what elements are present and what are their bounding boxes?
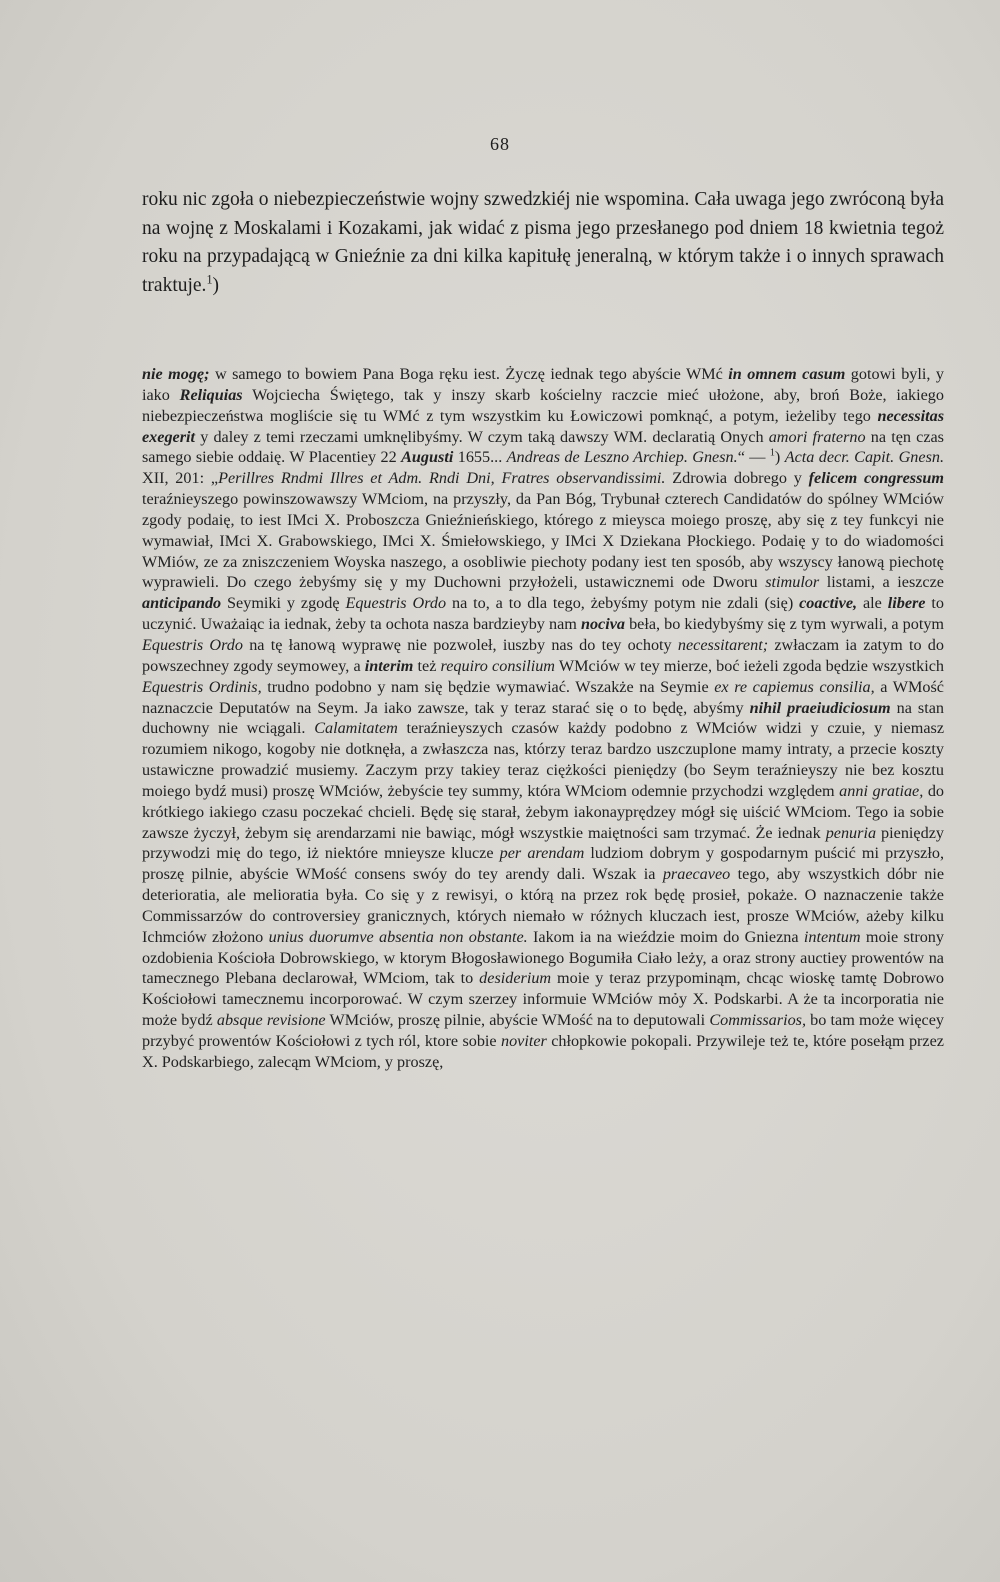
footnote-run: XII, 201: „: [142, 469, 219, 488]
footnote-run: stimulor: [765, 573, 820, 592]
footnote-text: [142, 364, 944, 1073]
footnote-run: Reliquias: [179, 385, 243, 404]
footnote-run: w samego to bowiem Pana Boga ręku iest. Życzę iednak tego abyście WMć: [209, 365, 729, 383]
body-text: [142, 186, 944, 300]
footnote-run: libere: [887, 594, 926, 613]
footnote-run: felicem congressum: [808, 469, 944, 488]
footnote-run: nihil praeiudiciosum: [749, 698, 891, 717]
footnote-run: intentum: [803, 927, 861, 946]
footnote-run: coactive,: [799, 594, 858, 613]
footnote-run: noviter: [500, 1032, 547, 1050]
footnote-run: anni gratiae,: [839, 781, 924, 800]
footnote-run: amori fraterno: [768, 427, 866, 446]
footnote-run: Andreas de Leszno Archiep. Gnesn.: [506, 448, 738, 467]
footnote-run: to uczynić. Uważaiąc ia iednak, żeby ta ochota nasza bardzieyby nam: [142, 594, 944, 634]
footnote-run: listami, a ieszcze: [819, 573, 944, 592]
footnote-run: tego, aby wszystkich dóbr nie deterioratia, ale melioratia była. Co się y z rewisyi, o którą na przez rok będę prosieł, pokaże. O naznaczenie także Commissarzów do controversiey granicznych, których niemało w różnych kluczach iest, prosze WMciów, ażeby kilku Ichmciów złożono: [142, 865, 944, 946]
footnote-run: ): [774, 448, 785, 467]
footnote-run: Acta decr. Capit. Gnesn.: [784, 448, 945, 467]
footnote-run: Zdrowia dobrego y: [665, 469, 809, 488]
footnote-run: Commissarios,: [709, 1011, 807, 1030]
footnote-run: unius duorumve absentia non obstante.: [268, 927, 528, 946]
footnote-run: Iakom ia na wieździe moim do Gniezna: [527, 927, 804, 946]
footnote-run: Calamitatem: [314, 719, 398, 738]
footnote-run: praecaveo: [662, 865, 731, 884]
footnote-run: chłopkowie pokopali. Przywileje też te, które posełąm przez X. Podskarbiego, zalecąm WMciom, y proszę,: [142, 1032, 944, 1071]
footnote-run: teraźnieyszych czasów każdy podobno z WMciów widzi y czuie, y niemasz rozumiem nikogo, kogoby nie dotknęła, a zwłaszcza nas, którzy teraz bardzo uszczuplone mamy intraty, a przecie koszty ustawiczne prowadzić musiemy. Zaczym przy takiey teraz ciężkości pieniędzy (bo Seym teraźnieyszy nie bez kosztu moiego bydź musi) proszę WMciów, żebyście tey summy, która WMciom odemnie przychodzi względem: [142, 719, 944, 800]
footnote-run: Augusti: [401, 448, 454, 467]
footnote-run: moie y teraz przypominąm, chcąc wioskę tamtę Dobrowo Kościołowi tamecznemu incorporować. W czym szerzey informuie WMciów mỏy X. Podskarbi. A że ta incorporatia nie może bydź: [142, 969, 944, 1030]
footnote-run: nociva: [580, 615, 625, 634]
footnote-run: do krótkiego iakiego czasu poczekać chcieli. Będę się starał, żebym iakonayprędzey mógł się uiścić WMciom. Tego ia sobie zawsze życzył, żebym się arendarzami nie bawiąc, mógł wszystkie maiętności sam trzymać. Że iednak: [142, 781, 945, 842]
footnote-block: [142, 364, 944, 1073]
body-paragraph: [142, 186, 944, 300]
footnote-run: a WMość naznaczcie Deputatów na Seym. Ja iako zawsze, tak y teraz starać się o to będę, abyśmy: [142, 677, 944, 717]
footnote-run: “ —: [737, 448, 770, 467]
footnote-run: pieniędzy przywodzi mię do tego, iż niektóre mnieysze klucze: [142, 823, 944, 863]
footnote-run: Wojciecha Świętego, tak y inszy skarb kościelny raczcie mieć ułożone, aby, broń Boże, iakiego niebezpieczeństwa mogliście się tu WMć z tym wszystkim ku Łowiczowi pomknąć, a potym, ieżeliby tego: [142, 385, 944, 425]
footnote-run: absque revisione: [216, 1011, 326, 1030]
footnote-run: zwłaczam ia zatym to do powszechney zgody seymowey, a: [142, 635, 944, 675]
footnote-run: nie mogę;: [142, 365, 210, 383]
footnote-run: Equestris Ordinis,: [142, 677, 262, 696]
footnote-run: ex re capiemus consilia,: [714, 677, 875, 696]
footnote-run: Equestris Ordo: [345, 594, 447, 613]
footnote-run: trudno podobno y nam się będzie wymawiać. Wszakże na Seymie: [261, 677, 715, 696]
footnote-number: 1: [769, 447, 775, 459]
footnote-run: bo tam może więcey przybyć prowentów Kościołowi z tych ról, ktore sobie: [142, 1011, 944, 1050]
footnote-run: ale: [857, 594, 888, 613]
footnote-run: na stan duchowny nie wciągali.: [142, 698, 944, 738]
footnote-run: moie strony ozdobienia Kościoła Dobrowskiego, w ktorym Błogosławionego Bogumiła Ciało leży, a oraz strony auctiey prowentów na tamecznego Plebana declarował, WMciom, tak to: [142, 927, 944, 988]
footnote-run: anticipando: [142, 594, 222, 613]
footnote-run: necessitarent;: [677, 635, 769, 654]
footnote-run: ludziom dobrym y gospodarnym puścić mi przyszło, proszę pilnie, abyście WMość consens swóy do tey arendy dali. Wszak ia: [142, 844, 945, 884]
footnote-run: na to, a to dla tego, żebyśmy potym nie zdali (się): [446, 594, 800, 613]
footnote-run: WMciów, proszę pilnie, abyście WMość na to deputowali: [325, 1011, 710, 1030]
footnote-run: in omnem casum: [728, 365, 846, 383]
footnote-run: na tę łanową wyprawę nie pozwoleł, iuszby nas do tey ochoty: [242, 635, 678, 654]
page-number: 68: [490, 134, 510, 154]
footnote-run: Perillres Rndmi Illres et Adm. Rndi Dni, Fratres observandissimi.: [218, 469, 666, 488]
footnote-reference: 1: [206, 272, 213, 286]
footnote-run: beła, bo kiedybyśmy się z tym wyrwali, a potym: [625, 615, 944, 634]
footnote-run: gotowi byli, y iako: [142, 365, 944, 404]
footnote-reference-close: ): [212, 274, 219, 296]
footnote-run: Seymiki y zgodę: [221, 594, 346, 613]
footnote-run: na tęn czas samego siebie oddaię. W Placentiey 22: [142, 427, 944, 467]
footnote-run: teraźnieyszego powinszowawszy WMciom, na przyszły, da Pan Bóg, Trybunał czterech Candidatów do spólney WMciów zgody podaię, to iest IMci X. Proboszcza Gnieźnieńskiego, którego z mieysca moiego proszę, aby się z tey funkcyi nie wymawiał, IMci X. Grabowskiego, IMci X. Śmiełowskiego, y IMci X Dziekana Płockiego. Podaię y to do wiadomości WMiów, ze za zniszczeniem Woyska naszego, a osobliwie piechoty podany iest ten sposób, aby wszyscy łanową piechotę wyprawieli. Do czego żebyśmy się y my Duchowni przyłożeli, ustawicznemi ode Dworu: [142, 490, 944, 592]
footnote-run: interim: [364, 656, 414, 675]
footnote-run: per arendam: [499, 844, 585, 863]
footnote-run: desiderium: [479, 969, 552, 988]
footnote-run: requiro consilium: [440, 656, 555, 675]
footnote-run: Equestris Ordo: [142, 635, 243, 654]
footnote-run: też: [413, 656, 441, 675]
body-text-main: roku nic zgoła o niebezpieczeństwie wojny szwedzkiéj nie wspomina. Cała uwaga jego zwróconą była na wojnę z Moskalami i Kozakami, jak widać z pisma jego przesłanego pod dniem 18 kwietnia tegoż roku na przypadającą w Gnieźnie za dni kilka kapitułę jeneralną, w którym także i o innych sprawach traktuje.: [142, 189, 944, 296]
footnote-run: penuria: [825, 823, 877, 842]
footnote-run: y daley z temi rzeczami umknęlibyśmy. W czym taką dawszy WM. declaratią Onych: [195, 427, 769, 446]
footnote-run: 1655...: [453, 448, 507, 467]
footnote-run: necessitas exegerit: [142, 406, 944, 446]
footnote-run: WMciów w tey mierze, boć ieżeli zgoda będzie wszystkich: [555, 656, 944, 675]
